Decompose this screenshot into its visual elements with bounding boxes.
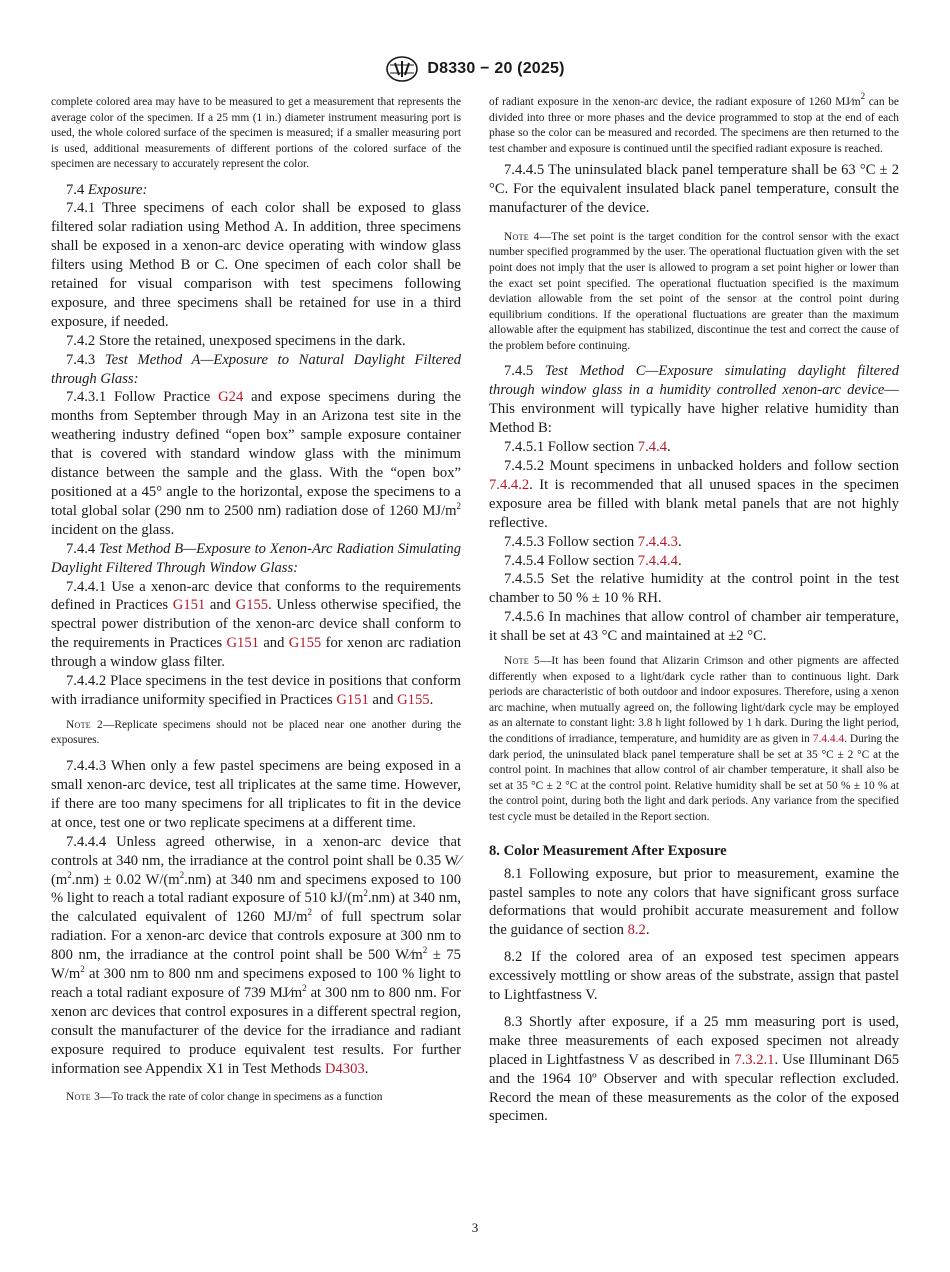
paragraph: 7.4.5.3 Follow section 7.4.4.3.: [504, 533, 682, 550]
document-designation: D8330 − 20 (2025): [427, 60, 565, 77]
paragraph: 7.4.4.4 Unless agreed otherwise, in a xenon-arc device that controls at 340 nm, the irradiance at the control point shall be 0.35 $W⁄(m^2.nm) \pm 0.02$ $W/(m^2.nm)$ at 340 nm and specimens exposed to 100 % light to reach a total radiant exposure of 510 $kJ/(m^2.nm)$ at 340 nm, the calculated equivalent of 1260 $MJ/m^2$ of full spectrum solar radiation. For a xenon-arc device that controls exposure at 300 nm to 800 nm, the irradiance at the control point shall be 500 $W⁄m^2 \pm 75$ $W/m^2$ at 300 nm to 800 nm and specimens exposed to 100 % light to reach a total radiant exposure of 739 $MJ⁄m^2$ at 300 nm to 800 nm. For xenon arc devices that control exposures in a different spectral region, consult the manufacturer of the device for the irradiance and radiant exposure required to produce equivalent test results. For further information see Appendix X1 in Test Methods D4303.: [51, 833, 462, 1077]
reference-link[interactable]: G155: [288, 635, 322, 652]
reference-link[interactable]: G24: [218, 389, 244, 406]
paragraph: 7.4.1 Three specimens of each color shall be exposed to glass filtered solar radiation using Method A. In addition, three specimens shall be exposed in a xenon-arc device operating with window glass filters using Method B or C. One specimen of each color shall be retained for visual comparison with test specimens following exposure, and three specimens shall be retained for use in a third exposure, if needed.: [51, 200, 461, 330]
reference-link[interactable]: G151: [172, 597, 206, 614]
reference-link[interactable]: 7.4.4: [637, 439, 667, 456]
note: Note 2—Replicate specimens should not be placed near one another during the exposures.: [51, 718, 461, 747]
paragraph: 7.4.5.2 Mount specimens in unbacked holders and follow section 7.4.4.2. It is recommended that all unused spaces in the specimen exposure area be filled with blank metal panels that are not highly reflective.: [489, 458, 899, 531]
section-heading: 7.4 Exposure:: [66, 181, 148, 198]
left-column: [51, 95, 461, 1106]
paragraph: 7.4.4.1 Use a xenon-arc device that conforms to the requirements defined in Practices G151 and G155. Unless otherwise specified, the spectral power distribution of the xenon-arc device shall conform to the requirements in Practices G151 and G155 for xenon arc radiation through a window glass filter.: [51, 578, 462, 671]
paragraph: complete colored area may have to be measured to get a measurement that represents the average color of the specimen. If a 25 mm (1 in.) diameter instrument measuring port is used, the whole colored surface of the specimen is measured; if a smaller measuring port is used, additional measurements of different portions of the colored surface of the specimen are necessary to accurately represent the color.: [51, 96, 461, 170]
reference-link[interactable]: 7.4.4.4: [812, 733, 845, 746]
page-number: 3: [471, 1220, 479, 1235]
reference-link[interactable]: 7.4.4.3: [637, 533, 678, 550]
paragraph: 7.4.4.5 The uninsulated black panel temperature shall be 63 °C ± 2 °C. For the equivalent insulated black panel temperature, consult the manufacturer of the device.: [489, 162, 899, 216]
paragraph: 8.2 If the colored area of an exposed test specimen appears excessively mottling or show areas of the substrate, assign that pastel to Lightfastness V.: [489, 949, 899, 1004]
paragraph: 7.4.5.1 Follow section 7.4.4.: [504, 439, 671, 456]
paragraph: 7.4.5.4 Follow section 7.4.4.4.: [504, 552, 682, 569]
reference-link[interactable]: G155: [235, 597, 269, 614]
note: Note 3—To track the rate of color change in specimens as a function: [66, 1091, 383, 1104]
paragraph: 7.4.5.6 In machines that allow control of chamber air temperature, it shall be set at 43 °C and maintained at ±2 °C.: [489, 609, 899, 645]
reference-link[interactable]: G151: [226, 635, 259, 652]
reference-link[interactable]: 7.4.4.2: [489, 476, 530, 493]
section-heading: 7.4.4 Test Method B—Exposure to Xenon-Arc Radiation Simulating Daylight Filtered Through Window Glass:: [51, 540, 461, 576]
reference-link[interactable]: D4303: [324, 1060, 365, 1077]
paragraph: 8.1 Following exposure, but prior to measurement, examine the pastel samples to note any colors that have significant gross surface deformations that would prohibit accurate measurement and follow the guidance of section 8.2.: [489, 865, 899, 939]
reference-link[interactable]: 7.3.2.1: [734, 1051, 775, 1068]
reference-link[interactable]: 7.4.4.4: [637, 552, 678, 569]
paragraph: 7.4.3.1 Follow Practice G24 and expose specimens during the months from September through May in an Arizona test site in the weathering industry defined “open box” sample exposure container that is covered with standard window glass with the minimum distance between the sample and the glass. With the “open box” positioned at a 45° angle to the horizontal, expose the specimens to a total global solar (290 nm to 2500 nm) radiation dose of 1260 $MJ/m^2$ incident on the glass.: [51, 389, 461, 538]
paragraph: 8.3 Shortly after exposure, if a 25 mm measuring port is used, make three measurements of each exposed specimen not already placed in Lightfastness V as described in 7.3.2.1. Use Illuminant D65 and the 1964 10º Observer and with specular reflection excluded. Record the mean of these measurements as the color of the exposed specimen.: [489, 1013, 899, 1125]
section-heading: 7.4.5 Test Method C—Exposure simulating daylight filtered through window glass in a humidity controlled xenon-arc device—This environment will typically have higher relative humidity than Method B:: [489, 363, 899, 437]
paragraph: 7.4.4.2 Place specimens in the test device in positions that conform with irradiance uniformity specified in Practices G151 and G155.: [51, 673, 461, 708]
paragraph: of radiant exposure in the xenon-arc device, the radiant exposure of 1260 $MJ⁄m^2$ can be divided into three or more phases and the device programmed to stop at the end of each phase so the color can be measured and recorded. The specimens are then returned to the test chamber and exposure is continued until the specified radiant exposure is reached.: [489, 91, 899, 155]
astm-logo-icon: [385, 55, 419, 83]
section-title: 8. Color Measurement After Exposure: [489, 842, 727, 859]
paragraph: 7.4.4.3 When only a few pastel specimens are being exposed in a small xenon-arc device, test all triplicates at the same time. However, if there are too many specimens for all triplicates to fit in the device at once, test one or two replicate specimens at a different time.: [51, 758, 461, 831]
paragraph: 7.4.2 Store the retained, unexposed specimens in the dark.: [66, 332, 406, 349]
reference-link[interactable]: 8.2: [627, 922, 646, 939]
reference-link[interactable]: G151: [336, 691, 369, 708]
section-heading: 7.4.3 Test Method A—Exposure to Natural Daylight Filtered through Glass:: [51, 351, 461, 387]
paragraph: 7.4.5.5 Set the relative humidity at the control point in the test chamber to 50 % ± 10 % RH.: [489, 571, 899, 607]
right-column: [489, 91, 899, 1126]
note: Note 4—The set point is the target condition for the control sensor with the exact number specified programmed by the user. The operational fluctuation given with the set point does not imply that the user is allowed to program a set point higher or lower than the exact set point specified. The operational fluctuation specified is the maximum deviation allowable from the set point of the sensor at the control point during equilibrium conditions. If the operational fluctuations are greater than the maximum allowable after the equipment has stabilized, discontinue the test and correct the cause of the problem before continuing.: [489, 230, 899, 352]
page-header: [0, 54, 950, 84]
reference-link[interactable]: G155: [397, 691, 430, 708]
note: Note 5—It has been found that Alizarin Crimson and other pigments are affected differently when exposed to a light/dark cycle rather than to continuous light. Dark periods are characteristic of both outdoor and indoor exposures. Therefore, using a xenon arc machine, when mutually agreed on, the following light/dark cycle may be employed as an alternate to constant light: 3.8 h light followed by 1 h dark. During the light period, the conditions of irradiance, temperature, and humidity are as given in 7.4.4.4. During the dark period, the uninsulated black panel temperature shall be set at 35 °C ± 2 °C at the control point. In machines that allow control of air chamber temperature, it shall also be set at 35 °C ± 2 °C at the control point. Relative humidity shall be set at 50 % ± 10 % at the control point, during both the light and dark periods. Any variance from the specified test cycle must be detailed in the Report section.: [489, 655, 899, 823]
